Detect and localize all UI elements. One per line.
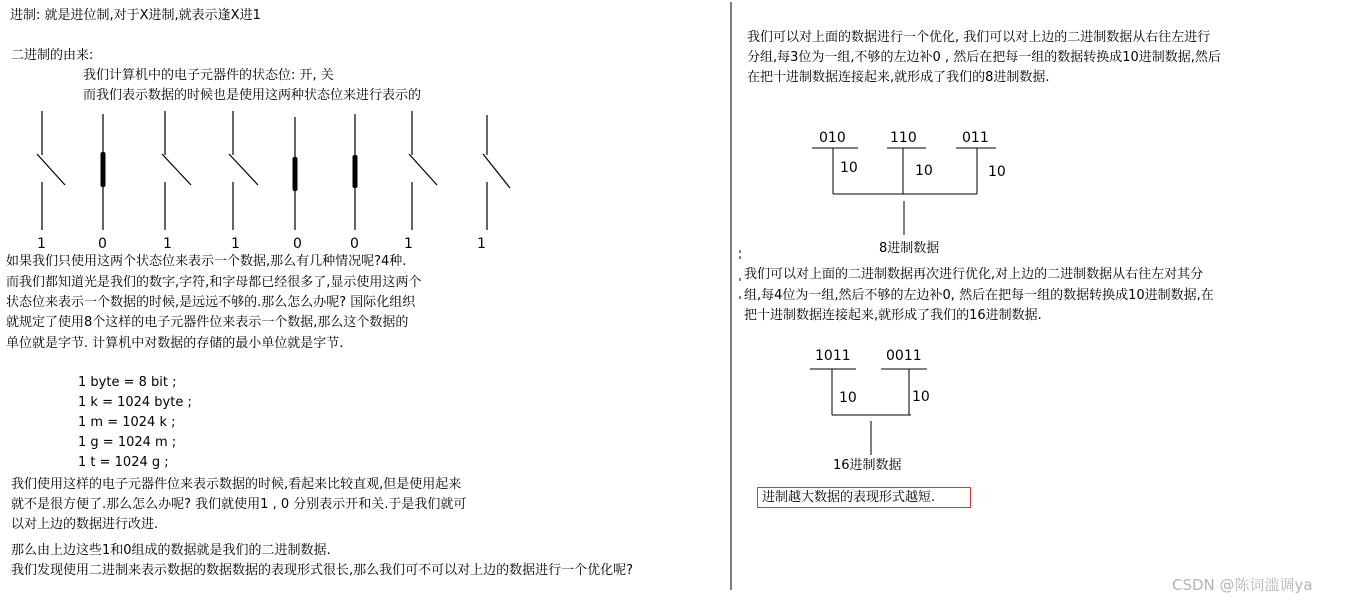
hex-group-2: 0011 — [886, 348, 922, 364]
unit-t: 1 t = 1024 g ; — [78, 455, 169, 470]
para1-line-5: 单位就是字节. 计算机中对数据的存储的最小单位就是字节. — [6, 336, 344, 351]
hex-result-label: 16进制数据 — [833, 458, 902, 473]
unit-k: 1 k = 1024 byte ; — [78, 395, 192, 410]
hex-base-1: 10 — [839, 390, 857, 406]
para2-line-2: 就不是很方便了.那么怎么办呢? 我们就使用1 , 0 分别表示开和关.于是我们就可 — [11, 497, 467, 512]
octal-result-label: 8进制数据 — [879, 241, 940, 256]
octal-group-2: 110 — [890, 130, 917, 146]
hex-group-1: 1011 — [815, 348, 851, 364]
octal-base-3: 10 — [988, 164, 1006, 180]
unit-m: 1 m = 1024 k ; — [78, 415, 176, 430]
unit-byte: 1 byte = 8 bit ; — [78, 375, 177, 390]
switch-state-2: 0 — [98, 236, 107, 252]
para2-line-1: 我们使用这样的电子元器件位来表示数据的时候,看起来比较直观,但是使用起来 — [11, 477, 462, 492]
para3-line-1: 那么由上边这些1和0组成的数据就是我们的二进制数据. — [11, 543, 331, 558]
switch-state-5: 0 — [293, 236, 302, 252]
para1-line-4: 就规定了使用8个这样的电子元器件位来表示一个数据,那么这个数据的 — [6, 315, 409, 330]
switch-state-4: 1 — [231, 236, 240, 252]
origin-line-1: 我们计算机中的电子元器件的状态位: 开, 关 — [83, 68, 334, 83]
octal-text-line-2: 分组,每3位为一组,不够的左边补0 , 然后在把每一组的数据转换成10进制数据,然后 — [747, 50, 1221, 65]
octal-base-1: 10 — [840, 160, 858, 176]
conclusion-box — [757, 487, 971, 508]
para1-line-2: 而我们都知道光是我们的数字,字符,和字母都已经很多了,显示使用这两个 — [6, 275, 422, 290]
octal-text-line-1: 我们可以对上面的数据进行一个优化, 我们可以对上边的二进制数据从右往左进行 — [747, 30, 1211, 45]
unit-g: 1 g = 1024 m ; — [78, 435, 177, 450]
octal-text-line-3: 在把十进制数据连接起来,就形成了我们的8进制数据. — [747, 70, 1050, 85]
para1-line-1: 如果我们只使用这两个状态位来表示一个数据,那么有几种情况呢?4种. — [6, 254, 407, 269]
switch-state-1: 1 — [37, 236, 46, 252]
hex-text-line-3: 把十进制数据连接起来,就形成了我们的16进制数据. — [744, 308, 1042, 323]
switch-state-7: 1 — [404, 236, 413, 252]
octal-base-2: 10 — [915, 163, 933, 179]
hex-text-line-1: 我们可以对上面的二进制数据再次进行优化,对上边的二进制数据从右往左对其分 — [744, 267, 1204, 282]
conclusion-text: 进制越大数据的表现形式越短. — [762, 490, 936, 505]
para1-line-3: 状态位来表示一个数据的时候,是远远不够的.那么怎么办呢? 国际化组织 — [6, 295, 416, 310]
hex-text-line-2: 组,每4位为一组,然后不够的左边补0, 然后在把每一组的数据转换成10进制数据,在 — [744, 288, 1214, 303]
switch-state-6: 0 — [350, 236, 359, 252]
octal-group-1: 010 — [819, 130, 846, 146]
csdn-watermark: CSDN @陈词滥调ya — [1172, 576, 1313, 594]
hex-diagram — [810, 369, 927, 455]
octal-group-3: 011 — [962, 130, 989, 146]
origin-title: 二进制的由来: — [11, 48, 94, 63]
para2-line-3: 以对上边的数据进行改进. — [11, 517, 159, 532]
origin-line-2: 而我们表示数据的时候也是使用这两种状态位来进行表示的 — [83, 88, 422, 103]
definition-line: 进制: 就是进位制,对于X进制,就表示逢X进1 — [10, 8, 261, 23]
switch-state-3: 1 — [163, 236, 172, 252]
para3-line-2: 我们发现使用二进制来表示数据的数据数据的表现形式很长,那么我们可不可以对上边的数据进行一个优化呢? — [11, 563, 634, 578]
switch-state-8: 1 — [477, 236, 486, 252]
hex-base-2: 10 — [912, 389, 930, 405]
